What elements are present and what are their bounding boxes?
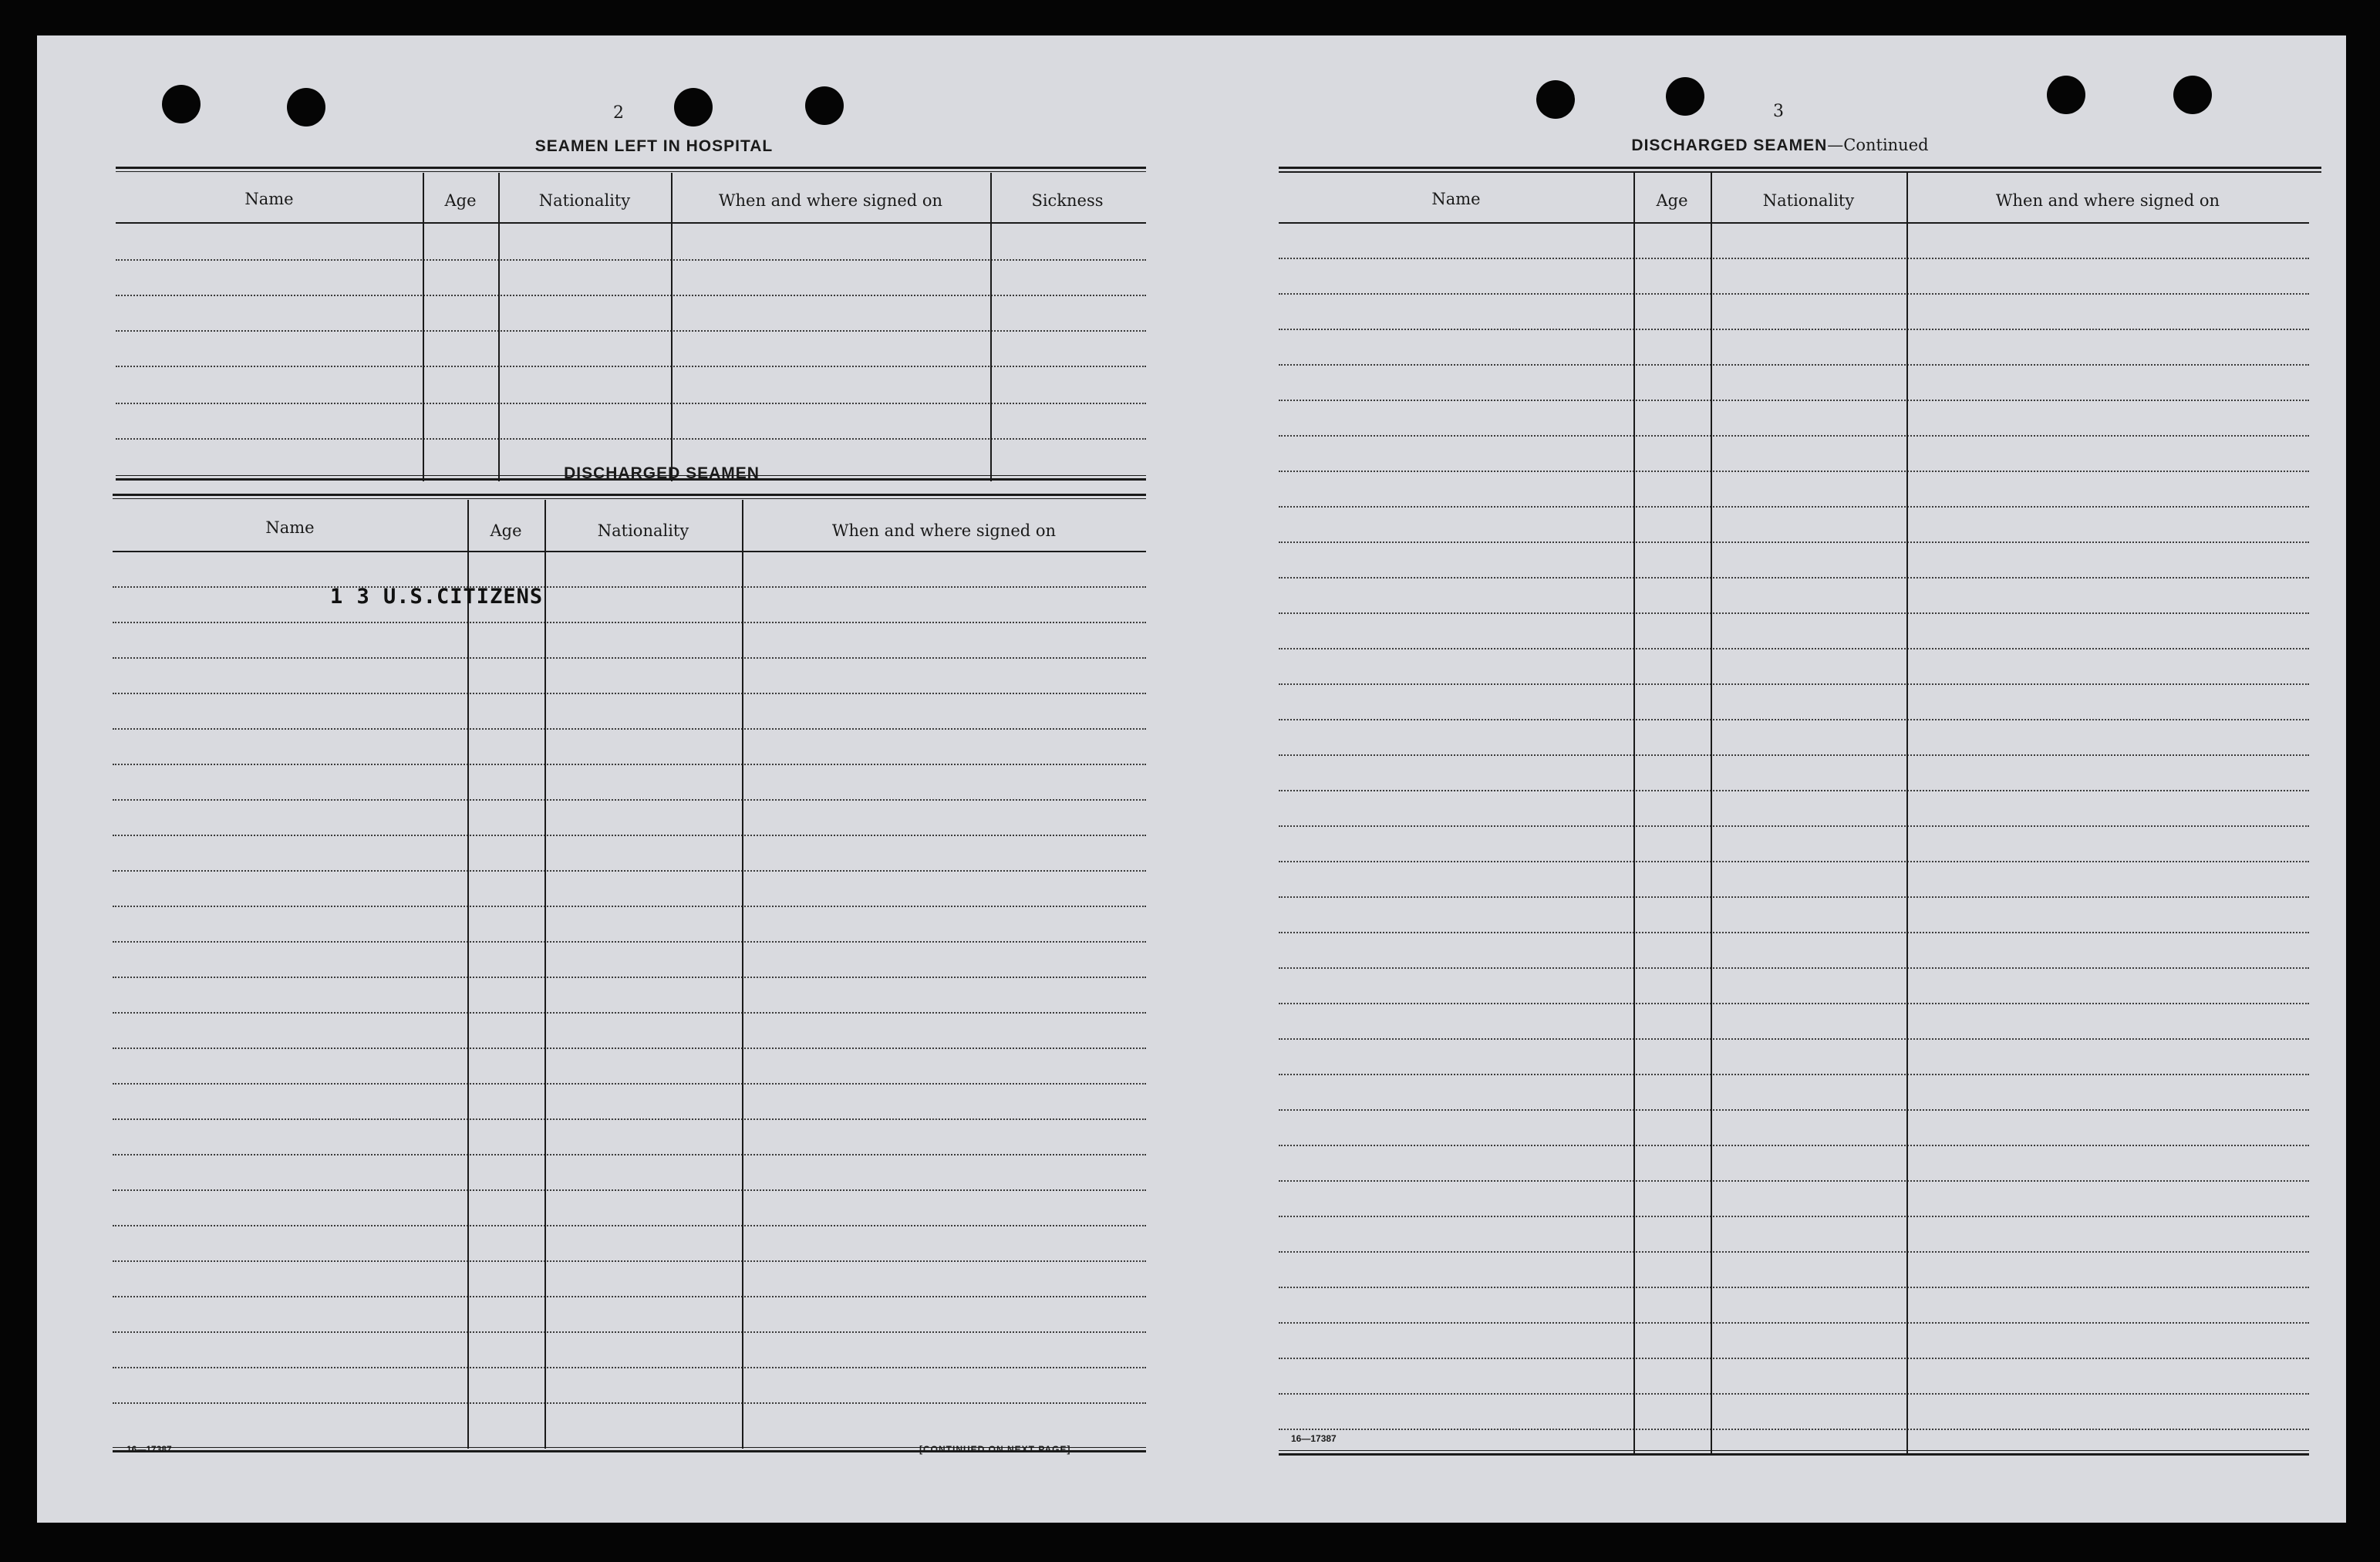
hospital-table	[116, 167, 1146, 484]
col-header-nationality: Nationality	[597, 521, 689, 540]
col-header-age: Age	[444, 191, 477, 210]
punch-hole	[2047, 76, 2085, 114]
col-header-age: Age	[490, 521, 522, 540]
discharged-continued-table	[1279, 167, 2321, 1464]
punch-hole	[162, 85, 201, 123]
section-title-text: DISCHARGED SEAMEN	[1631, 137, 1828, 154]
punch-hole	[1536, 80, 1575, 119]
discharged-table	[113, 494, 1146, 1458]
punch-hole	[674, 88, 713, 127]
punch-hole	[287, 88, 325, 127]
typed-entry: 1 3 U.S.CITIZENS	[330, 585, 544, 609]
continued-note: [CONTINUED ON NEXT PAGE]	[919, 1444, 1071, 1455]
discharged-section-title: DISCHARGED SEAMEN	[564, 464, 760, 482]
col-header-name: Name	[244, 190, 294, 208]
section-title-suffix: —Continued	[1827, 136, 1929, 154]
punch-hole	[805, 86, 844, 125]
col-header-signed-on: When and where signed on	[718, 191, 943, 210]
punch-hole	[1666, 77, 1704, 116]
col-header-name: Name	[1431, 190, 1481, 208]
col-header-sickness: Sickness	[1031, 191, 1104, 210]
col-header-age: Age	[1656, 191, 1688, 210]
discharged-continued-title	[1549, 136, 2011, 155]
hospital-section-title: SEAMEN LEFT IN HOSPITAL	[534, 137, 774, 155]
col-header-nationality: Nationality	[1762, 191, 1855, 210]
form-code: 16—17387	[126, 1444, 172, 1455]
form-code: 16—17387	[1291, 1433, 1337, 1444]
page-number: 2	[613, 103, 624, 123]
document-sheet	[37, 35, 2346, 1523]
col-header-name: Name	[265, 518, 315, 537]
col-header-signed-on: When and where signed on	[1995, 191, 2220, 210]
punch-hole	[2173, 76, 2212, 114]
page-number: 3	[1773, 102, 1784, 121]
col-header-signed-on: When and where signed on	[831, 521, 1057, 540]
col-header-nationality: Nationality	[538, 191, 631, 210]
